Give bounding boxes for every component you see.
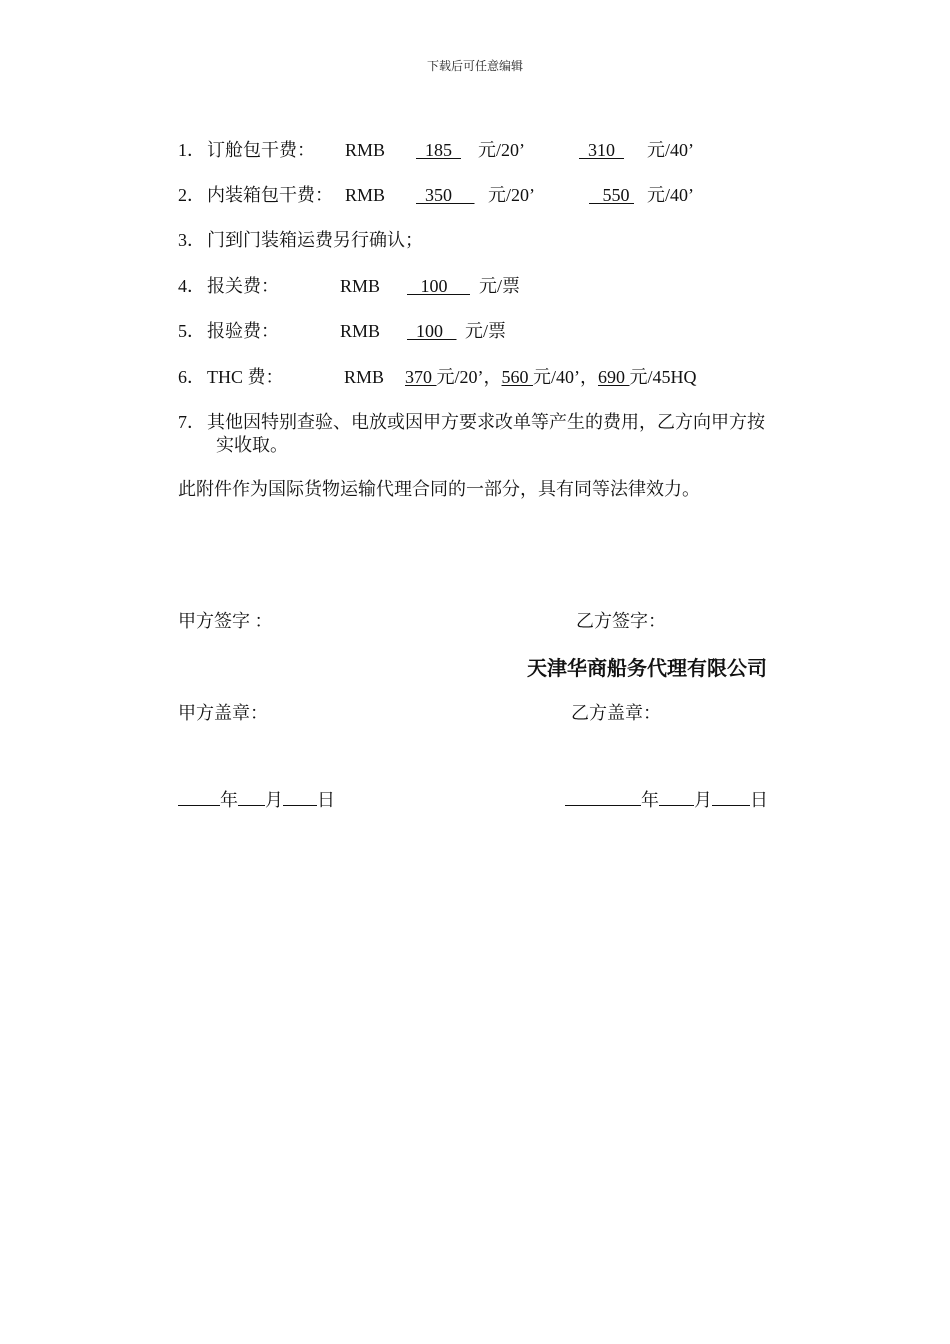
party-a-signature-label: 甲方签字 ： xyxy=(178,611,273,631)
item-number: 4． xyxy=(178,276,205,296)
party-b-seal-label: 乙方盖章： xyxy=(571,703,661,723)
thc-unit-40: 元/40’， xyxy=(533,367,598,387)
currency: RMB xyxy=(345,185,386,205)
item-number: 6． xyxy=(178,367,205,387)
party-b-date xyxy=(565,788,768,812)
item-label: 门到门装箱运费另行确认； xyxy=(207,230,423,250)
page-header: 下载后可任意编辑 xyxy=(426,59,523,73)
currency: RMB xyxy=(340,276,381,296)
currency: RMB xyxy=(344,367,385,387)
company-name: 天津华商船务代理有限公司 xyxy=(527,656,767,680)
fee-value-40: 550 xyxy=(589,185,634,205)
thc-value-40: 560 xyxy=(501,367,533,387)
month-label: 月 xyxy=(265,790,283,810)
item-label: 报关费： xyxy=(207,276,279,296)
fee-value-20: 350 xyxy=(416,185,475,205)
item-number: 5． xyxy=(178,321,205,341)
year-blank xyxy=(565,789,641,806)
month-label: 月 xyxy=(694,790,712,810)
item-label: 其他因特别查验、电放或因甲方要求改单等产生的费用，乙方向甲方按 xyxy=(207,412,765,432)
fee-unit: 元/票 xyxy=(479,276,521,296)
fee-value: 100 xyxy=(407,321,457,341)
year-label: 年 xyxy=(641,790,659,810)
item-label: THC 费： xyxy=(207,367,284,387)
fee-unit-40: 元/40’ xyxy=(647,140,694,160)
fee-unit-40: 元/40’ xyxy=(647,185,694,205)
fee-value: 100 xyxy=(407,276,470,296)
day-label: 日 xyxy=(317,790,335,810)
thc-unit-20: 元/20’， xyxy=(436,367,502,387)
currency: RMB xyxy=(340,321,381,341)
fee-value-20: 185 xyxy=(416,140,461,160)
item-number: 2． xyxy=(178,185,205,205)
legal-note: 此附件作为国际货物运输代理合同的一部分，具有同等法律效力。 xyxy=(178,479,700,499)
item-number: 3． xyxy=(178,230,205,250)
day-blank xyxy=(283,789,317,806)
fee-unit: 元/票 xyxy=(465,321,507,341)
thc-unit-45hq: 元/45HQ xyxy=(629,367,697,387)
item-label: 报验费： xyxy=(207,321,279,341)
party-a-date xyxy=(178,788,335,812)
item-number: 1． xyxy=(178,140,205,160)
party-b-signature-label: 乙方签字： xyxy=(576,611,666,631)
party-a-seal-label: 甲方盖章： xyxy=(178,703,268,723)
year-blank xyxy=(178,789,220,806)
year-label: 年 xyxy=(220,790,238,810)
day-label: 日 xyxy=(750,790,768,810)
day-blank xyxy=(712,789,750,806)
item-label: 内装箱包干费： xyxy=(207,185,333,205)
currency: RMB xyxy=(345,140,386,160)
item-number: 7． xyxy=(178,412,205,432)
fee-unit-20: 元/20’ xyxy=(488,185,535,205)
thc-values xyxy=(405,365,697,389)
fee-unit-20: 元/20’ xyxy=(478,140,525,160)
thc-value-45hq: 690 xyxy=(598,367,630,387)
item-label-continued: 实收取。 xyxy=(216,435,288,455)
month-blank xyxy=(238,789,265,806)
month-blank xyxy=(659,789,694,806)
thc-value-20: 370 xyxy=(405,367,437,387)
fee-value-40: 310 xyxy=(579,140,624,160)
item-label: 订舱包干费： xyxy=(207,140,315,160)
